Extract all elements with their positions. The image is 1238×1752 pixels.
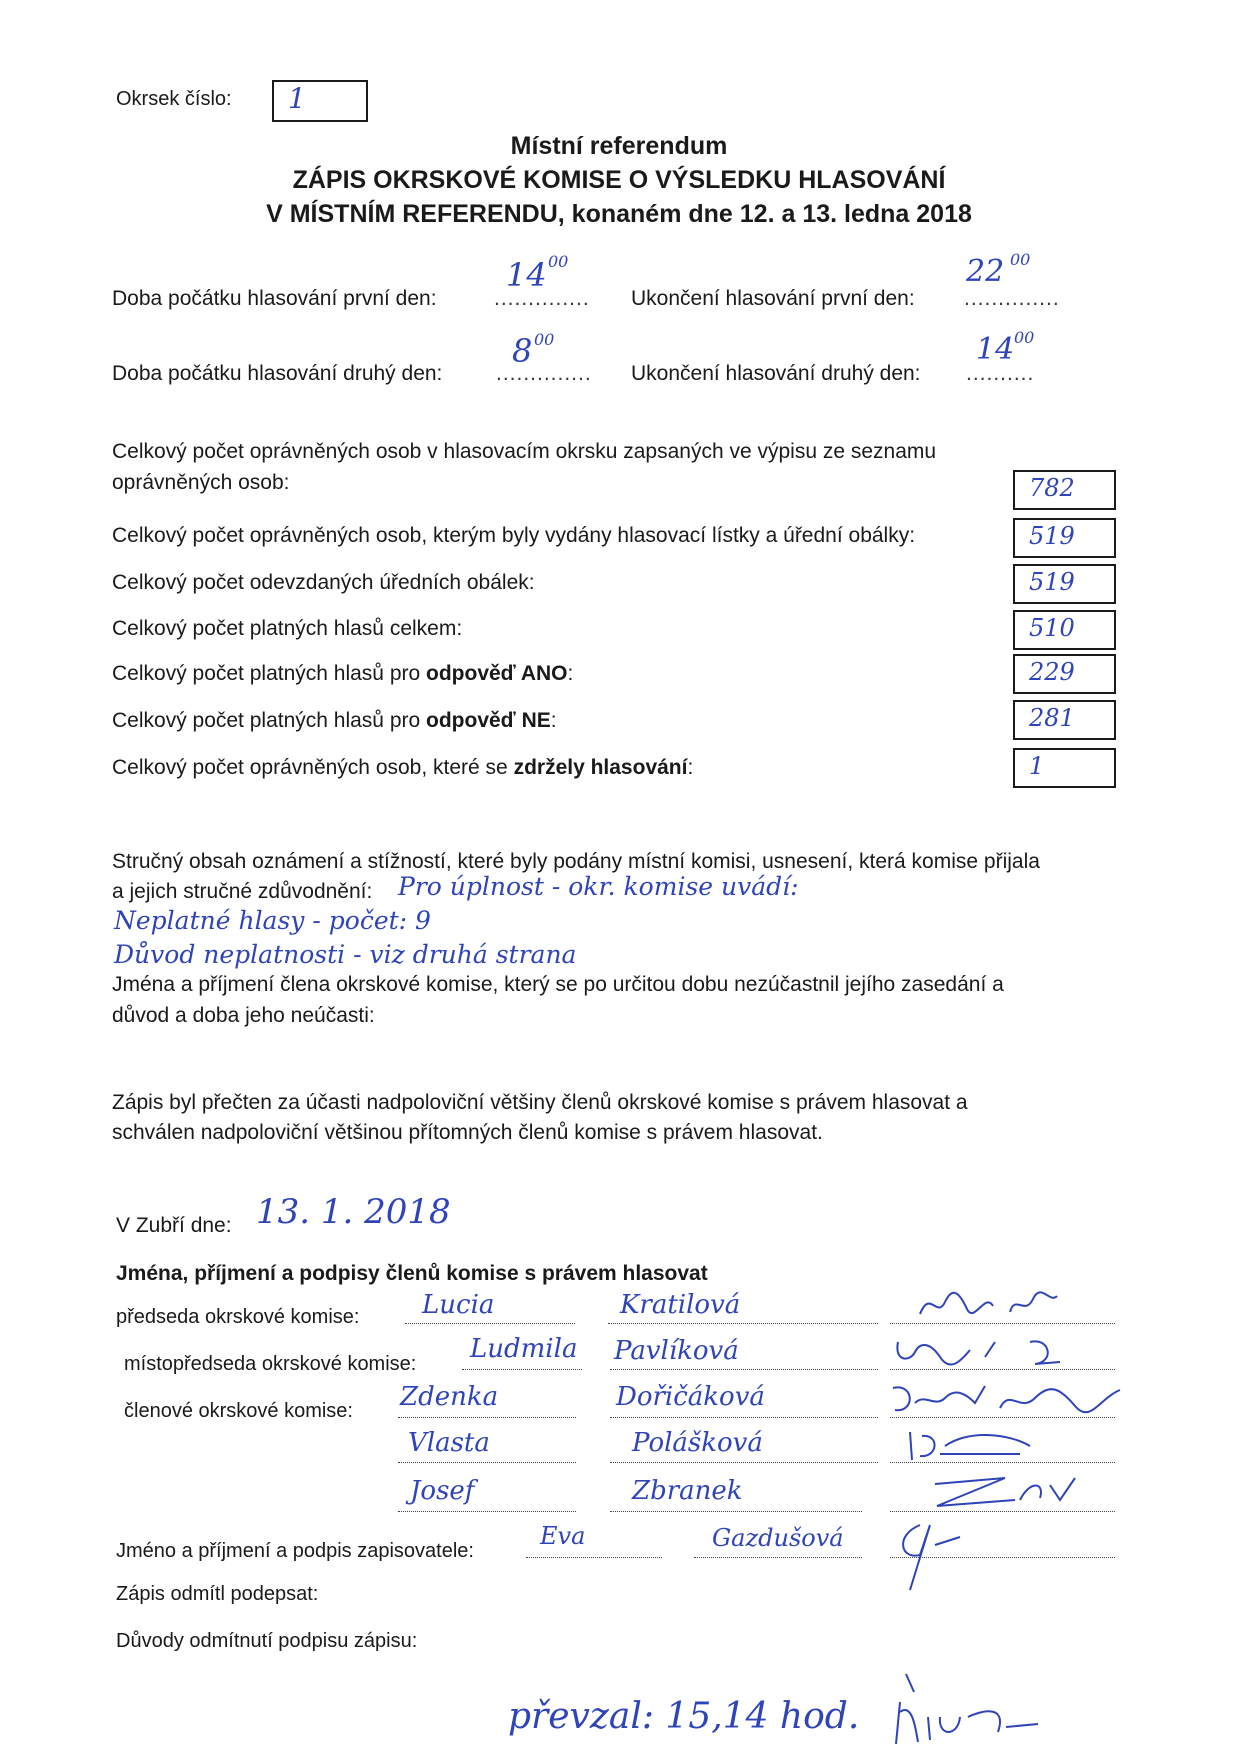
- day1-end-label: Ukončení hlasování první den:: [631, 287, 915, 310]
- m3-last-line: [610, 1510, 862, 1512]
- valid-label: Celkový počet platných hlasů celkem:: [112, 617, 463, 640]
- recorder-first: Eva: [540, 1522, 586, 1550]
- registered-label-line1: Celkový počet oprávněných osob v hlasovacím okrsku zapsaných ve výpisu ze seznamu: [112, 440, 937, 463]
- abstain-label-bold: zdržely hlasování: [513, 756, 688, 779]
- yes-label-bold: odpověď ANO: [426, 662, 568, 685]
- vice-last: Pavlíková: [614, 1336, 739, 1366]
- title-line-1: Místní referendum: [510, 132, 728, 160]
- envelopes-box: [1013, 564, 1116, 604]
- chair-last: Kratilová: [620, 1290, 741, 1320]
- m2-first: Vlasta: [408, 1428, 490, 1458]
- yes-label-prefix: Celkový počet platných hlasů pro: [112, 662, 427, 685]
- received-signature: [888, 1672, 1048, 1750]
- vice-chair-signature: [890, 1332, 1070, 1372]
- day1-start-dots: ..............: [494, 287, 590, 310]
- m3-last: Zbranek: [632, 1476, 743, 1506]
- m1-first-line: [398, 1416, 576, 1418]
- recorder-first-line: [526, 1556, 662, 1558]
- day2-end-sup: 00: [1014, 328, 1035, 347]
- vice-first-line: [462, 1368, 582, 1370]
- day2-end-value: 14: [976, 332, 1015, 367]
- day1-end-sup: 00: [1010, 250, 1031, 269]
- vice-chair-label: místopředseda okrskové komise:: [124, 1353, 417, 1375]
- m1-last: Dořičáková: [616, 1382, 765, 1412]
- refusal-reasons-label: Důvody odmítnutí podpisu zápisu:: [116, 1630, 418, 1652]
- district-label: Okrsek číslo:: [116, 88, 232, 110]
- recorder-label: Jméno a příjmení a podpis zapisovatele:: [116, 1540, 474, 1562]
- yes-box: [1013, 654, 1116, 694]
- day2-start-value: 8: [512, 332, 533, 370]
- day1-end-dots: ..............: [964, 287, 1060, 310]
- day1-start-label: Doba počátku hlasování první den:: [112, 287, 437, 310]
- no-label-prefix: Celkový počet platných hlasů pro: [112, 709, 427, 732]
- valid-value: 510: [1029, 614, 1075, 642]
- registered-label-line2: oprávněných osob:: [112, 471, 290, 494]
- m3-signature: [925, 1470, 1085, 1514]
- m1-signature: [885, 1378, 1135, 1420]
- ballots-issued-value: 519: [1029, 522, 1075, 550]
- day2-end-label: Ukončení hlasování druhý den:: [631, 362, 921, 385]
- complaints-hw-line2: Neplatné hlasy - počet: 9: [114, 906, 431, 935]
- day2-start-sup: 00: [534, 330, 555, 349]
- received-note: převzal: 15,14 hod.: [508, 1696, 860, 1737]
- chair-label: předseda okrskové komise:: [116, 1306, 360, 1328]
- members-heading: Jména, příjmení a podpisy členů komise s právem hlasovat: [116, 1262, 708, 1285]
- district-number: 1: [288, 82, 306, 115]
- no-label: [112, 709, 557, 733]
- no-box: [1013, 700, 1116, 740]
- m2-last: Polášková: [632, 1428, 763, 1458]
- abstain-label-prefix: Celkový počet oprávněných osob, které se: [112, 756, 514, 779]
- abstain-box: [1013, 748, 1116, 788]
- day1-start-sup: 00: [548, 252, 569, 271]
- vice-last-line: [610, 1368, 878, 1370]
- chair-signature: [915, 1284, 1065, 1324]
- abstain-label-suffix: :: [687, 756, 694, 779]
- envelopes-label: Celkový počet odevzdaných úředních obálek:: [112, 571, 535, 594]
- complaints-hw-line3: Důvod neplatnosti - viz druhá strana: [114, 940, 577, 969]
- abstain-label: [112, 756, 693, 780]
- no-value: 281: [1029, 704, 1075, 732]
- approval-line1: Zápis byl přečten za účasti nadpoloviční většiny členů okrskové komise s právem hlasovat a: [112, 1091, 968, 1114]
- yes-value: 229: [1029, 658, 1075, 686]
- m2-last-line: [610, 1461, 878, 1463]
- recorder-last-line: [694, 1556, 862, 1558]
- title-line-2: ZÁPIS OKRSKOVÉ KOMISE O VÝSLEDKU HLASOVÁNÍ: [292, 166, 946, 194]
- m1-first: Zdenka: [400, 1382, 499, 1412]
- day1-start-value: 14: [506, 256, 547, 294]
- ballots-issued-label: Celkový počet oprávněných osob, kterým byly vydány hlasovací lístky a úřední obálky:: [112, 524, 916, 547]
- m2-first-line: [398, 1461, 576, 1463]
- members-label: členové okrskové komise:: [124, 1400, 353, 1422]
- recorder-last: Gazdušová: [712, 1524, 844, 1552]
- yes-label: [112, 662, 573, 686]
- chair-last-line: [608, 1322, 878, 1324]
- recorder-signature: [890, 1515, 980, 1595]
- complaints-label-line2: a jejich stručné zdůvodnění:: [112, 880, 373, 903]
- refused-label: Zápis odmítl podepsat:: [116, 1583, 319, 1605]
- absence-label-line1: Jména a příjmení člena okrskové komise, který se po určitou dobu nezúčastnil jejího zasedání a: [112, 973, 1004, 996]
- complaints-label-line1: Stručný obsah oznámení a stížností, které byly podány místní komisi, usnesení, která komise přijala: [112, 850, 1040, 873]
- ballots-issued-box: [1013, 518, 1116, 558]
- no-label-bold: odpověď NE: [426, 709, 551, 732]
- district-number-box: [272, 80, 368, 122]
- vice-first: Ludmila: [470, 1334, 578, 1364]
- complaints-hw-line1: Pro úplnost - okr. komise uvádí:: [398, 872, 799, 901]
- m3-first-line: [398, 1510, 576, 1512]
- day2-start-dots: ..............: [496, 362, 592, 385]
- m1-last-line: [610, 1416, 878, 1418]
- abstain-value: 1: [1029, 752, 1045, 780]
- chair-first-line: [405, 1322, 575, 1324]
- chair-first: Lucia: [422, 1290, 495, 1320]
- day1-end-value: 22: [966, 254, 1005, 289]
- valid-box: [1013, 610, 1116, 650]
- place-date-value: 13. 1. 2018: [256, 1192, 451, 1232]
- day2-start-label: Doba počátku hlasování druhý den:: [112, 362, 443, 385]
- title-line-3: V MÍSTNÍM REFERENDU, konaném dne 12. a 13. ledna 2018: [266, 200, 972, 228]
- place-date-label: V Zubří dne:: [116, 1214, 232, 1237]
- yes-label-suffix: :: [567, 662, 574, 685]
- m2-signature: [900, 1424, 1050, 1466]
- envelopes-value: 519: [1029, 568, 1075, 596]
- registered-box: [1013, 470, 1116, 510]
- approval-line2: schválen nadpoloviční většinou přítomných členů komise s právem hlasovat.: [112, 1121, 823, 1144]
- registered-value: 782: [1029, 474, 1075, 502]
- day2-end-dots: ..........: [966, 362, 1035, 385]
- no-label-suffix: :: [550, 709, 557, 732]
- m3-first: Josef: [410, 1476, 475, 1506]
- absence-label-line2: důvod a doba jeho neúčasti:: [112, 1004, 375, 1027]
